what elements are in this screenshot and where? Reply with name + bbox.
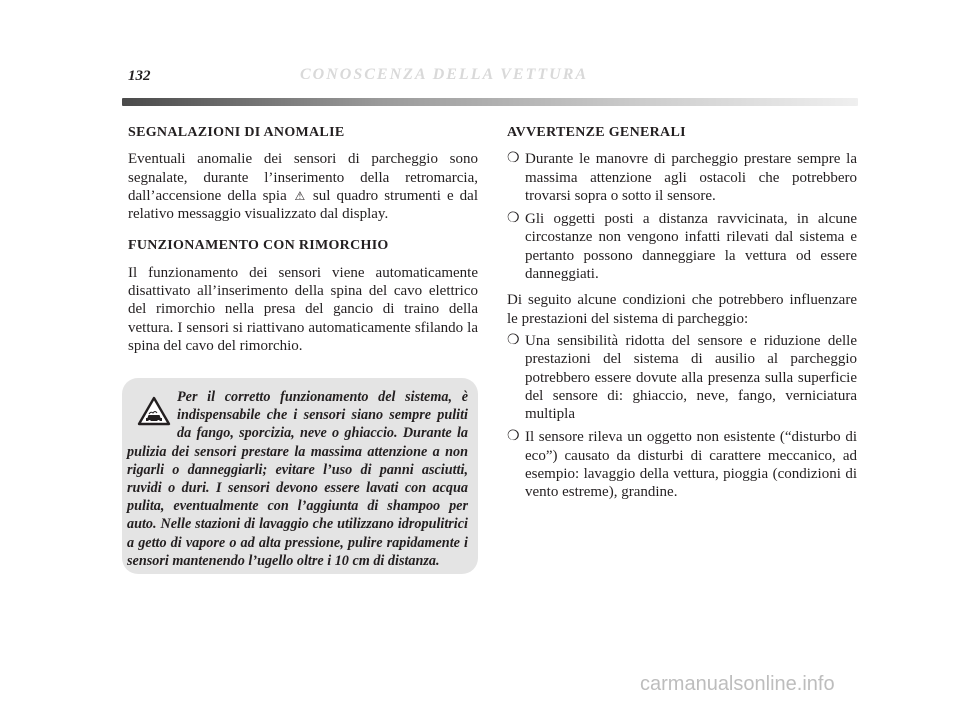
page-number: 132: [128, 68, 151, 84]
list-item-text: Una sensibilità ridotta del sensore e riduzione delle prestazioni del sistema di ausilio al parcheggio potrebbero essere dovute alla presenza sulla superficie del sensore di: ghiaccio, neve, fango, verniciatura multipla: [525, 332, 857, 423]
car-warning-triangle-icon: [137, 396, 171, 426]
bullet-circle-icon: ❍: [507, 211, 520, 227]
list-item-text: Il sensore rileva un oggetto non esistente (“disturbo di eco”) causato da disturbi di carattere meccanico, ad esempio: lavaggio della vettura, pioggia (condizioni di vento estreme), grandine.: [525, 429, 857, 501]
list-item-text: Gli oggetti posti a distanza ravvicinata, in alcune circostanze non vengono infatti rilevati dal sistema e pertanto possono danneggiare la vettura od essere danneggiati.: [525, 211, 857, 283]
warning-box: [122, 378, 478, 574]
section-heading-anomalie: SEGNALAZIONI DI ANOMALIE: [128, 125, 345, 140]
list-item: [507, 428, 857, 501]
list-item: [507, 210, 857, 283]
conditions-intro: Di seguito alcune condizioni che potrebbero influenzare le prestazioni del sistema di parcheggio:: [507, 292, 857, 327]
section-heading-avvertenze: AVVERTENZE GENERALI: [507, 125, 686, 140]
bullet-list-1: [507, 150, 857, 283]
paragraph-anomalie: [128, 150, 478, 223]
paragraph-anomalie-text-1: Eventuali anomalie dei sensori di parcheggio sono segnalate, durante l’inserimento della retromarcia, dall’accensione della spia: [128, 151, 478, 204]
bullet-circle-icon: ❍: [507, 151, 520, 167]
bullet-circle-icon: ❍: [507, 429, 520, 445]
warning-text-block: [127, 388, 468, 570]
list-item: [507, 332, 857, 423]
section-heading-rimorchio: FUNZIONAMENTO CON RIMORCHIO: [128, 238, 389, 254]
watermark: carmanualsonline.info: [640, 673, 835, 695]
paragraph-anomalie-text-2: sul quadro strumenti e dal relativo messaggio visualizzato dal display.: [128, 187, 478, 223]
warning-text: Per il corretto funzionamento del sistema, è indispensabile che i sensori siano sempre puliti da fango, sporcizia, neve o ghiaccio. Durante la pulizia dei sensori prestare la massima attenzione a non rigarli o danneggiarli; evitare l’uso di panni asciutti, ruvidi o duri. I sensori devono essere lavati con acqua pulita, eventualmente con l’aggiunta di shampoo per auto. Nelle stazioni di lavaggio che utilizzano idropulitrici a getto di vapore o ad alta pressione, pulire rapidamente i sensori mantenendo l’ugello oltre i 10 cm di distanza.: [127, 389, 468, 569]
right-column: [507, 124, 857, 510]
running-head: CONOSCENZA DELLA VETTURA: [300, 66, 589, 83]
list-item: [507, 150, 857, 205]
list-item-text: Durante le manovre di parcheggio prestare sempre la massima attenzione agli ostacoli che potrebbero trovarsi sopra o sotto il sensore.: [525, 151, 857, 204]
bullet-list-2: [507, 332, 857, 502]
bullet-circle-icon: ❍: [507, 332, 520, 348]
paragraph-rimorchio: Il funzionamento dei sensori viene automaticamente disattivato all’inserimento della spina del cavo elettrico del rimorchio nella presa del gancio di traino della vettura. I sensori si riattivano automaticamente sfilando la spina del cavo del rimorchio.: [128, 264, 478, 354]
warning-triangle-icon: ⚠: [294, 188, 306, 203]
header-rule: [122, 98, 858, 106]
left-column: [128, 124, 478, 369]
